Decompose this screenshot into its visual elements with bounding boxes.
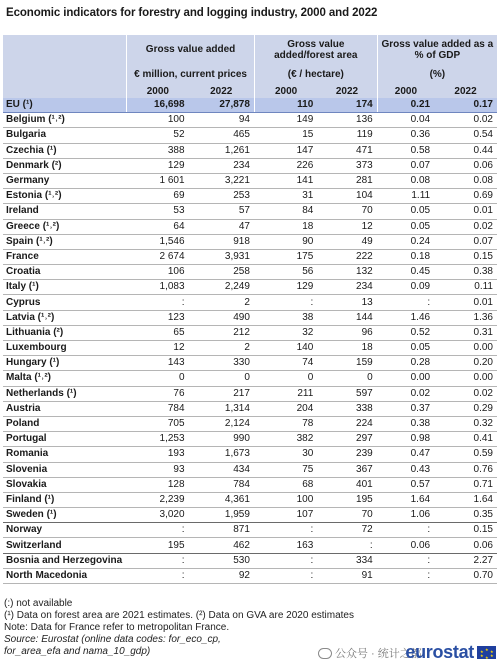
table-row <box>3 386 497 401</box>
value-cell: 174 <box>317 98 377 113</box>
value-cell: 57 <box>189 204 255 219</box>
value-cell: 0 <box>254 371 317 386</box>
country-cell: Hungary (¹) <box>3 356 127 371</box>
country-cell: Poland <box>3 416 127 431</box>
country-cell: Sweden (¹) <box>3 508 127 523</box>
eurostat-logo <box>405 642 496 663</box>
value-cell: 143 <box>127 356 189 371</box>
value-cell: 27,878 <box>189 98 255 113</box>
value-cell: 0.58 <box>377 143 434 158</box>
country-cell: Malta (¹˒²) <box>3 371 127 386</box>
value-cell: 465 <box>189 128 255 143</box>
value-cell: 0.38 <box>434 265 497 280</box>
value-cell: 434 <box>189 462 255 477</box>
value-cell: 0.09 <box>377 280 434 295</box>
value-cell: 129 <box>127 158 189 173</box>
value-cell: 1,546 <box>127 234 189 249</box>
value-cell: 224 <box>317 416 377 431</box>
value-cell: 281 <box>317 173 377 188</box>
table-row <box>3 113 497 128</box>
value-cell: 1,083 <box>127 280 189 295</box>
value-cell: 0.59 <box>434 447 497 462</box>
value-cell: 0.00 <box>434 371 497 386</box>
value-cell: 0.15 <box>434 523 497 538</box>
value-cell: 140 <box>254 341 317 356</box>
table-row <box>3 432 497 447</box>
value-cell: 195 <box>317 492 377 507</box>
value-cell: 76 <box>127 386 189 401</box>
table-row <box>3 219 497 234</box>
value-cell: 136 <box>317 113 377 128</box>
value-cell: 69 <box>127 189 189 204</box>
value-cell: 1.46 <box>377 310 434 325</box>
header-gva-per-area-line1: Gross value <box>287 38 345 50</box>
country-cell: Czechia (¹) <box>3 143 127 158</box>
country-cell: Bosnia and Herzegovina <box>3 553 127 568</box>
value-cell: 1.11 <box>377 189 434 204</box>
header-gva-per-area-line2: added/forest area <box>274 49 358 61</box>
country-cell: Switzerland <box>3 538 127 553</box>
value-cell: 871 <box>189 523 255 538</box>
value-cell: 784 <box>189 477 255 492</box>
header-blank <box>3 35 127 64</box>
year-header: 2022 <box>317 85 377 98</box>
value-cell: 0.11 <box>434 280 497 295</box>
value-cell: 159 <box>317 356 377 371</box>
value-cell: 471 <box>317 143 377 158</box>
watermark-text: 公众号 · 统计之都 <box>335 648 422 660</box>
table-row <box>3 295 497 310</box>
value-cell: 0.05 <box>377 204 434 219</box>
note-not-available: (:) not available <box>4 598 73 609</box>
value-cell: 0.05 <box>377 341 434 356</box>
value-cell: 195 <box>127 538 189 553</box>
value-cell: 0.36 <box>377 128 434 143</box>
value-cell: 119 <box>317 128 377 143</box>
value-cell: 0 <box>127 371 189 386</box>
value-cell: : <box>254 568 317 583</box>
value-cell: 144 <box>317 310 377 325</box>
table-row <box>3 371 497 386</box>
value-cell: 0.21 <box>377 98 434 113</box>
value-cell: 110 <box>254 98 317 113</box>
value-cell: 0.32 <box>434 416 497 431</box>
value-cell: 0.01 <box>434 204 497 219</box>
value-cell: 163 <box>254 538 317 553</box>
table-row <box>3 477 497 492</box>
table-row <box>3 538 497 553</box>
value-cell: 100 <box>127 113 189 128</box>
country-cell: Romania <box>3 447 127 462</box>
value-cell: 0.02 <box>377 386 434 401</box>
value-cell: 49 <box>317 234 377 249</box>
value-cell: 0.57 <box>377 477 434 492</box>
country-cell: Lithuania (²) <box>3 325 127 340</box>
value-cell: 129 <box>254 280 317 295</box>
table-row <box>3 189 497 204</box>
value-cell: 64 <box>127 219 189 234</box>
table-row <box>3 310 497 325</box>
value-cell: 0.02 <box>434 113 497 128</box>
table-row <box>3 265 497 280</box>
value-cell: 12 <box>317 219 377 234</box>
value-cell: 258 <box>189 265 255 280</box>
value-cell: 217 <box>189 386 255 401</box>
value-cell: 1,314 <box>189 401 255 416</box>
unit-gdp: (%) <box>377 64 497 85</box>
value-cell: 0.20 <box>434 356 497 371</box>
value-cell: : <box>377 523 434 538</box>
value-cell: 990 <box>189 432 255 447</box>
value-cell: 0.31 <box>434 325 497 340</box>
value-cell: 2 674 <box>127 249 189 264</box>
value-cell: 234 <box>317 280 377 295</box>
value-cell: 2,249 <box>189 280 255 295</box>
value-cell: 15 <box>254 128 317 143</box>
value-cell: 3,931 <box>189 249 255 264</box>
table-row <box>3 280 497 295</box>
country-cell: Belgium (¹˒²) <box>3 113 127 128</box>
value-cell: 193 <box>127 447 189 462</box>
value-cell: 100 <box>254 492 317 507</box>
value-cell: 784 <box>127 401 189 416</box>
table-row <box>3 325 497 340</box>
value-cell: 1 601 <box>127 173 189 188</box>
note-source-cont: for_area_efa and nama_10_gdp) <box>4 646 151 657</box>
value-cell: 373 <box>317 158 377 173</box>
country-cell: Latvia (¹˒²) <box>3 310 127 325</box>
value-cell: 0.06 <box>377 538 434 553</box>
value-cell: 0.38 <box>377 416 434 431</box>
value-cell: 84 <box>254 204 317 219</box>
table-row <box>3 416 497 431</box>
year-header: 2000 <box>127 85 189 98</box>
country-cell: Greece (¹˒²) <box>3 219 127 234</box>
value-cell: 401 <box>317 477 377 492</box>
value-cell: 104 <box>317 189 377 204</box>
country-cell: Germany <box>3 173 127 188</box>
table-row <box>3 568 497 583</box>
value-cell: 0.35 <box>434 508 497 523</box>
value-cell: 0.52 <box>377 325 434 340</box>
value-cell: 30 <box>254 447 317 462</box>
value-cell: : <box>377 553 434 568</box>
value-cell: : <box>127 553 189 568</box>
table-row <box>3 143 497 158</box>
table-title: Economic indicators for forestry and logging industry, 2000 and 2022 <box>6 7 378 19</box>
value-cell: 239 <box>317 447 377 462</box>
value-cell: 52 <box>127 128 189 143</box>
value-cell: 1.64 <box>434 492 497 507</box>
value-cell: 1.36 <box>434 310 497 325</box>
unit-gva: € million, current prices <box>127 64 255 85</box>
value-cell: 0.98 <box>377 432 434 447</box>
table-row <box>3 234 497 249</box>
table-row <box>3 523 497 538</box>
country-cell: Spain (¹˒²) <box>3 234 127 249</box>
value-cell: 330 <box>189 356 255 371</box>
value-cell: 0.18 <box>377 249 434 264</box>
value-cell: 0.06 <box>434 158 497 173</box>
value-cell: 0.70 <box>434 568 497 583</box>
value-cell: 141 <box>254 173 317 188</box>
value-cell: 0 <box>317 371 377 386</box>
value-cell: 222 <box>317 249 377 264</box>
value-cell: 13 <box>317 295 377 310</box>
value-cell: 0.15 <box>434 249 497 264</box>
value-cell: 0.07 <box>434 234 497 249</box>
value-cell: 0.01 <box>434 295 497 310</box>
value-cell: 1,253 <box>127 432 189 447</box>
value-cell: 65 <box>127 325 189 340</box>
value-cell: 12 <box>127 341 189 356</box>
value-cell: 0.00 <box>434 341 497 356</box>
value-cell: 72 <box>317 523 377 538</box>
value-cell: 0.44 <box>434 143 497 158</box>
value-cell: 0.76 <box>434 462 497 477</box>
value-cell: 3,221 <box>189 173 255 188</box>
table-row <box>3 98 497 113</box>
table-row <box>3 356 497 371</box>
value-cell: 106 <box>127 265 189 280</box>
value-cell: 0.06 <box>434 538 497 553</box>
value-cell: 490 <box>189 310 255 325</box>
value-cell: 234 <box>189 158 255 173</box>
country-cell: Croatia <box>3 265 127 280</box>
value-cell: 2 <box>189 341 255 356</box>
header-gva-per-area <box>254 35 377 64</box>
value-cell: 149 <box>254 113 317 128</box>
value-cell: 0.71 <box>434 477 497 492</box>
year-header: 2022 <box>434 85 497 98</box>
value-cell: 204 <box>254 401 317 416</box>
value-cell: 70 <box>317 204 377 219</box>
value-cell: 0.17 <box>434 98 497 113</box>
notes <box>4 598 354 658</box>
country-cell: Austria <box>3 401 127 416</box>
value-cell: 211 <box>254 386 317 401</box>
value-cell: 3,020 <box>127 508 189 523</box>
table-row <box>3 128 497 143</box>
value-cell: 18 <box>317 341 377 356</box>
value-cell: 918 <box>189 234 255 249</box>
value-cell: 226 <box>254 158 317 173</box>
value-cell: 597 <box>317 386 377 401</box>
table-row <box>3 508 497 523</box>
country-cell: Ireland <box>3 204 127 219</box>
value-cell: 0.05 <box>377 219 434 234</box>
table-row <box>3 401 497 416</box>
value-cell: 75 <box>254 462 317 477</box>
country-cell: Norway <box>3 523 127 538</box>
value-cell: 0.02 <box>434 219 497 234</box>
country-cell: Portugal <box>3 432 127 447</box>
value-cell: 90 <box>254 234 317 249</box>
value-cell: 53 <box>127 204 189 219</box>
value-cell: 0.69 <box>434 189 497 204</box>
value-cell: 705 <box>127 416 189 431</box>
value-cell: 382 <box>254 432 317 447</box>
table-row <box>3 158 497 173</box>
country-cell: EU (¹) <box>3 98 127 113</box>
note-source: Source: Eurostat (online data codes: for_eco_cp, <box>4 634 221 645</box>
value-cell: 2.27 <box>434 553 497 568</box>
value-cell: 74 <box>254 356 317 371</box>
value-cell: 253 <box>189 189 255 204</box>
table-row <box>3 204 497 219</box>
value-cell: 530 <box>189 553 255 568</box>
value-cell: 0 <box>189 371 255 386</box>
value-cell: : <box>377 295 434 310</box>
table-row <box>3 553 497 568</box>
value-cell: 1,673 <box>189 447 255 462</box>
value-cell: 94 <box>189 113 255 128</box>
chat-bubble-icon <box>318 648 332 659</box>
header-gva-gdp: Gross value added as a % of GDP <box>377 35 497 64</box>
value-cell: 0.02 <box>434 386 497 401</box>
value-cell: 0.00 <box>377 371 434 386</box>
value-cell: 107 <box>254 508 317 523</box>
value-cell: 388 <box>127 143 189 158</box>
table-row <box>3 447 497 462</box>
country-cell: France <box>3 249 127 264</box>
table-row <box>3 249 497 264</box>
country-cell: Finland (¹) <box>3 492 127 507</box>
note-france: Note: Data for France refer to metropolitan France. <box>4 622 230 633</box>
value-cell: 338 <box>317 401 377 416</box>
unit-area: (€ / hectare) <box>254 64 377 85</box>
country-cell: Luxembourg <box>3 341 127 356</box>
country-cell: North Macedonia <box>3 568 127 583</box>
value-cell: 132 <box>317 265 377 280</box>
value-cell: 128 <box>127 477 189 492</box>
value-cell: 0.08 <box>434 173 497 188</box>
value-cell: 123 <box>127 310 189 325</box>
value-cell: 462 <box>189 538 255 553</box>
value-cell: 297 <box>317 432 377 447</box>
value-cell: 1.06 <box>377 508 434 523</box>
country-cell: Italy (¹) <box>3 280 127 295</box>
value-cell: 70 <box>317 508 377 523</box>
value-cell: 0.43 <box>377 462 434 477</box>
value-cell: : <box>254 553 317 568</box>
value-cell: 31 <box>254 189 317 204</box>
country-cell: Slovenia <box>3 462 127 477</box>
value-cell: : <box>254 295 317 310</box>
country-cell: Slovakia <box>3 477 127 492</box>
value-cell: 0.24 <box>377 234 434 249</box>
country-cell: Netherlands (¹) <box>3 386 127 401</box>
year-header: 2000 <box>254 85 317 98</box>
value-cell: 0.29 <box>434 401 497 416</box>
value-cell: 147 <box>254 143 317 158</box>
value-cell: 0.45 <box>377 265 434 280</box>
value-cell: 78 <box>254 416 317 431</box>
value-cell: 0.04 <box>377 113 434 128</box>
value-cell: 4,361 <box>189 492 255 507</box>
value-cell: 212 <box>189 325 255 340</box>
value-cell: : <box>377 568 434 583</box>
value-cell: 1,959 <box>189 508 255 523</box>
value-cell: : <box>127 523 189 538</box>
value-cell: 2 <box>189 295 255 310</box>
value-cell: 93 <box>127 462 189 477</box>
value-cell: : <box>127 568 189 583</box>
value-cell: 1.64 <box>377 492 434 507</box>
country-cell: Cyprus <box>3 295 127 310</box>
value-cell: 16,698 <box>127 98 189 113</box>
eu-flag-icon: ★ ★ ★ ★ ★ ★ <box>477 646 496 659</box>
value-cell: 1,261 <box>189 143 255 158</box>
value-cell: : <box>317 538 377 553</box>
header-gva: Gross value added <box>127 35 255 64</box>
value-cell: 38 <box>254 310 317 325</box>
table-row <box>3 492 497 507</box>
value-cell: 32 <box>254 325 317 340</box>
value-cell: 47 <box>189 219 255 234</box>
eurostat-logo-text: eurostat <box>405 642 474 662</box>
value-cell: 0.47 <box>377 447 434 462</box>
country-cell: Denmark (²) <box>3 158 127 173</box>
value-cell: 0.41 <box>434 432 497 447</box>
value-cell: 18 <box>254 219 317 234</box>
value-cell: 334 <box>317 553 377 568</box>
value-cell: 175 <box>254 249 317 264</box>
value-cell: 96 <box>317 325 377 340</box>
value-cell: 0.54 <box>434 128 497 143</box>
country-cell: Estonia (¹˒²) <box>3 189 127 204</box>
value-cell: 0.28 <box>377 356 434 371</box>
value-cell: 367 <box>317 462 377 477</box>
value-cell: 68 <box>254 477 317 492</box>
indicators-table <box>3 35 497 584</box>
value-cell: 92 <box>189 568 255 583</box>
table-row <box>3 341 497 356</box>
value-cell: 2,239 <box>127 492 189 507</box>
value-cell: : <box>127 295 189 310</box>
value-cell: 0.07 <box>377 158 434 173</box>
table-row <box>3 462 497 477</box>
year-header: 2000 <box>377 85 434 98</box>
value-cell: 91 <box>317 568 377 583</box>
note-estimates: (¹) Data on forest area are 2021 estimates. (²) Data on GVA are 2020 estimates <box>4 610 354 621</box>
value-cell: : <box>254 523 317 538</box>
value-cell: 2,124 <box>189 416 255 431</box>
value-cell: 56 <box>254 265 317 280</box>
value-cell: 0.37 <box>377 401 434 416</box>
value-cell: 0.08 <box>377 173 434 188</box>
year-header: 2022 <box>189 85 255 98</box>
country-cell: Bulgaria <box>3 128 127 143</box>
table-row <box>3 173 497 188</box>
